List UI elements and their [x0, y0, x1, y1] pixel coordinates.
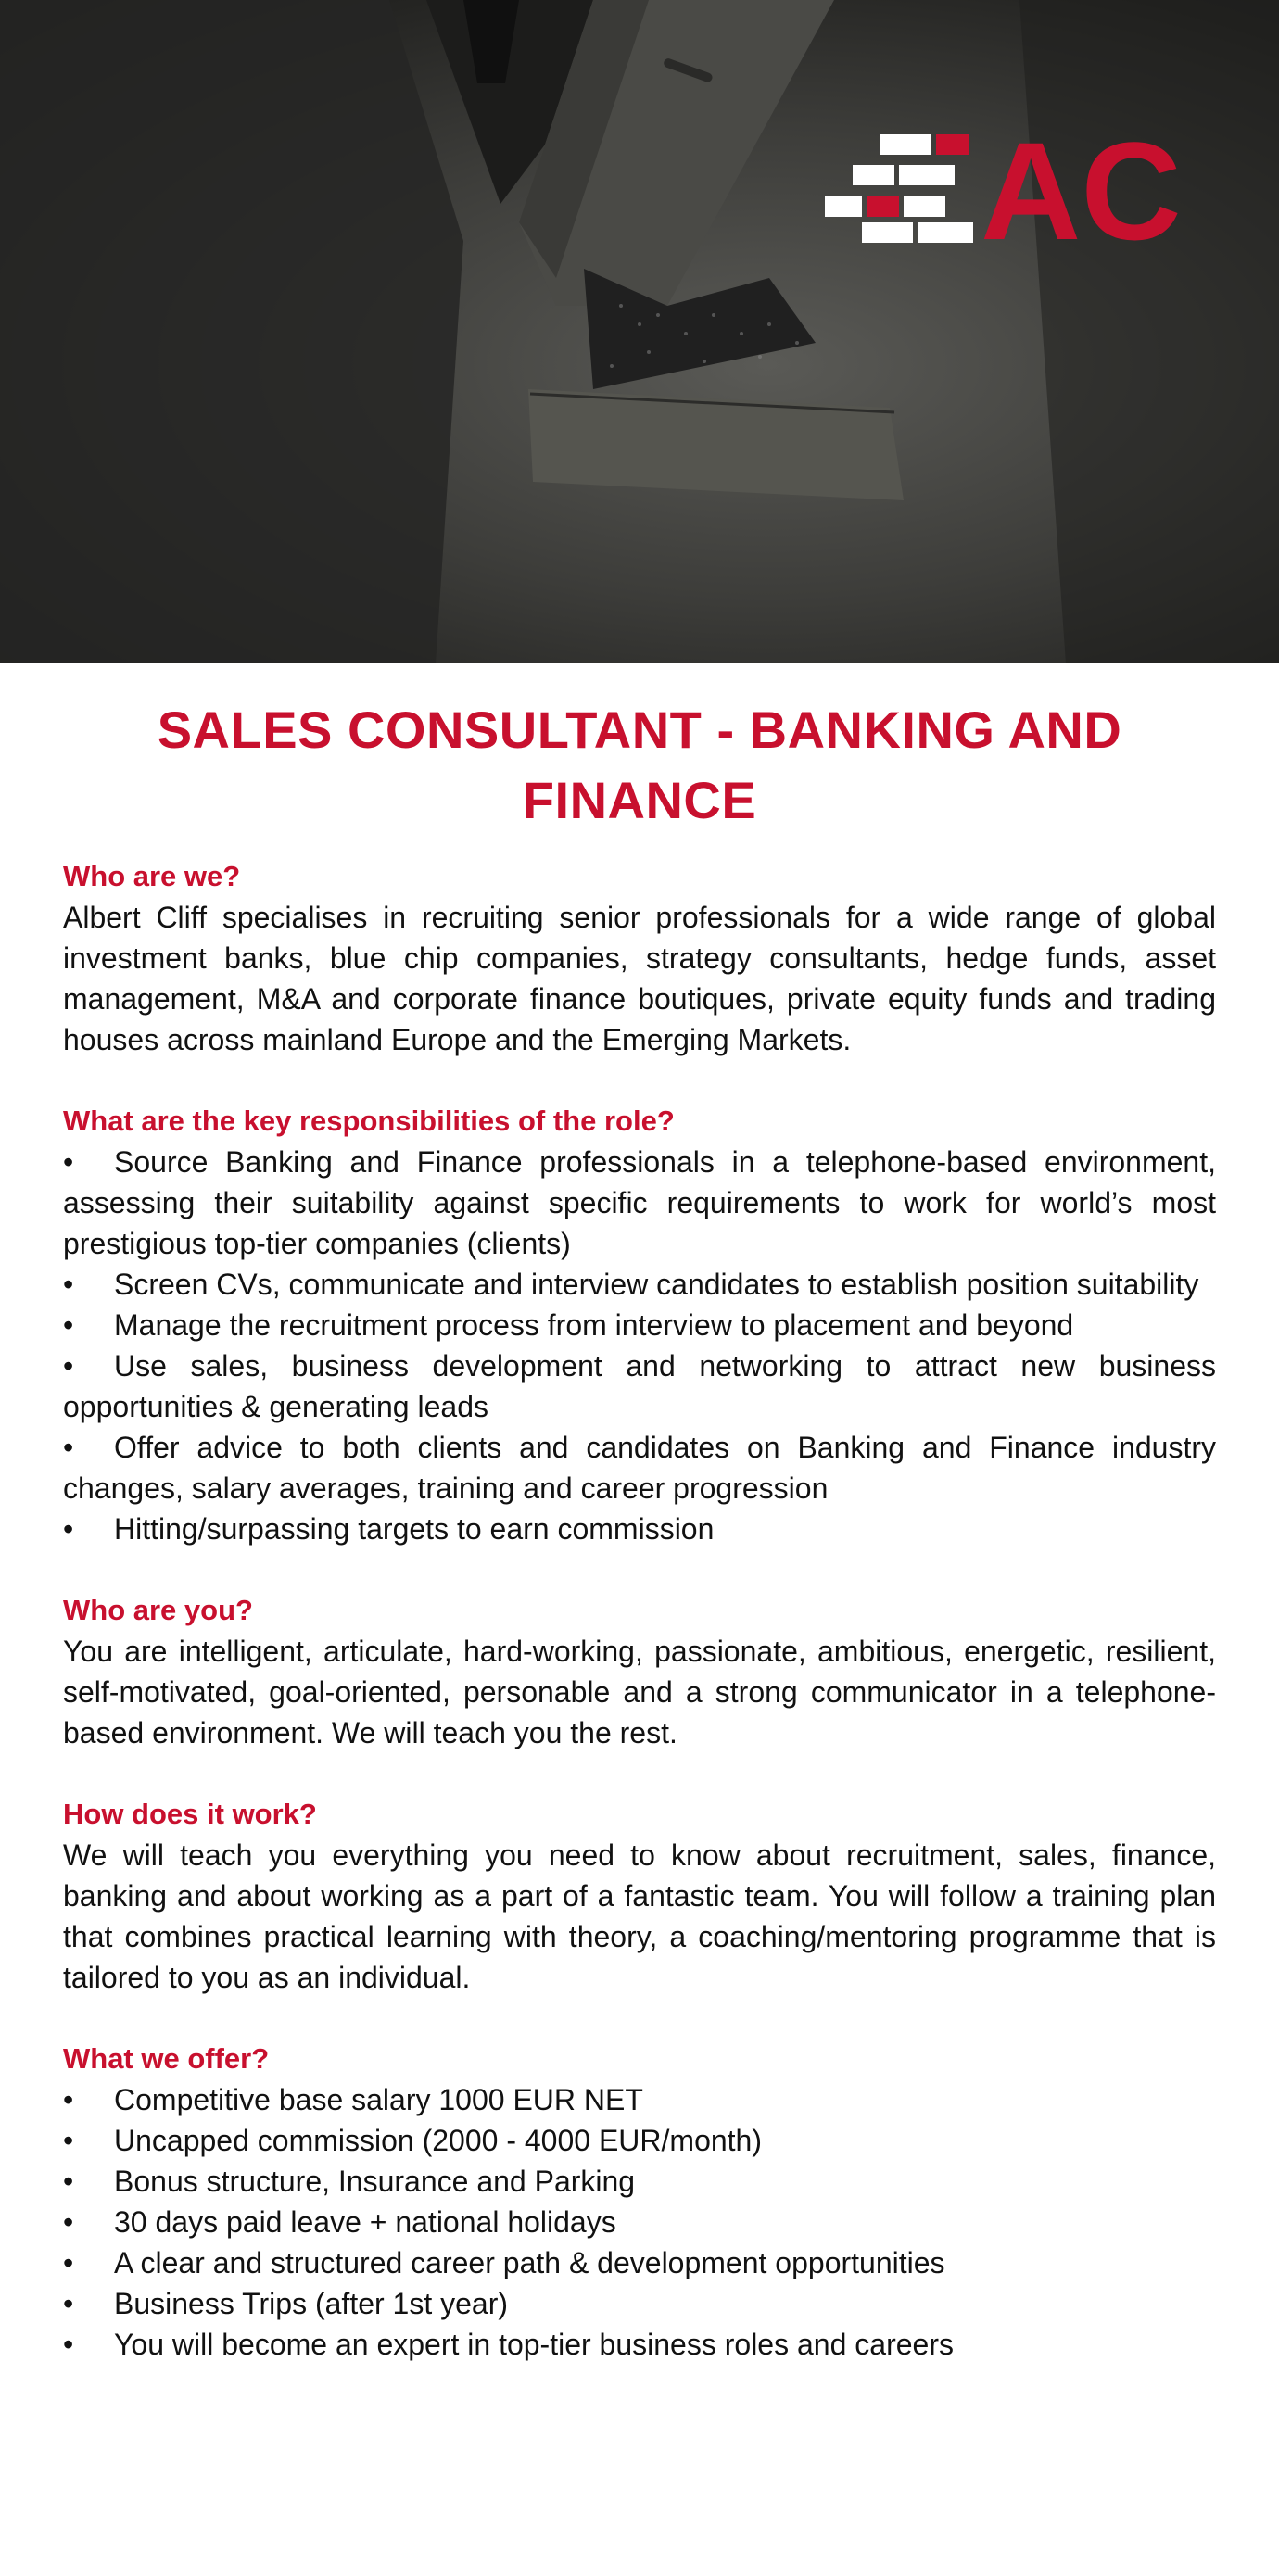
section-who-are-you [63, 1590, 1216, 1753]
list-item: • Use sales, business development and networking to attract new business opportunities & generating leads [63, 1349, 1216, 1423]
list-item: • Uncapped commission (2000 - 4000 EUR/month) [63, 2124, 762, 2157]
list-item: • 30 days paid leave + national holidays [63, 2205, 616, 2239]
job-title: SALES CONSULTANT - BANKING AND FINANCE [157, 701, 1122, 829]
ac-logo [825, 130, 1223, 246]
offer-list [63, 2079, 1216, 2365]
section-heading: What we offer? [63, 2042, 270, 2075]
logo-text: AC [981, 130, 1182, 246]
list-item: • Manage the recruitment process from interview to placement and beyond [63, 1308, 1074, 1342]
responsibilities-list [63, 1142, 1216, 1549]
list-item: • Bonus structure, Insurance and Parking [63, 2165, 636, 2198]
section-heading: Who are we? [63, 860, 241, 892]
section-how-it-works [63, 1794, 1216, 1998]
section-who-are-we [63, 856, 1216, 1060]
list-item: • Business Trips (after 1st year) [63, 2287, 509, 2320]
section-body: We will teach you everything you need to know about recruitment, sales, finance, banking and about working as a part of a fantastic team. You will follow a training plan that combines practical learning with theory, a coaching/mentoring programme that is tailored to you as an individual. [63, 1838, 1216, 1994]
job-posting [63, 695, 1216, 2406]
section-heading: Who are you? [63, 1594, 253, 1626]
section-heading: What are the key responsibilities of the role? [63, 1105, 675, 1137]
list-item: • Offer advice to both clients and candidates on Banking and Finance industry changes, salary averages, training and career progression [63, 1431, 1216, 1505]
section-responsibilities [63, 1101, 1216, 1549]
hero-image [0, 0, 1279, 663]
section-body: You are intelligent, articulate, hard-working, passionate, ambitious, energetic, resilient, self-motivated, goal-oriented, personable and a strong communicator in a telephone-based environment. We will teach you the rest. [63, 1635, 1216, 1749]
list-item: • Screen CVs, communicate and interview candidates to establish position suitability [63, 1268, 1199, 1301]
section-heading: How does it work? [63, 1798, 317, 1830]
list-item: • Competitive base salary 1000 EUR NET [63, 2083, 643, 2116]
section-body: Albert Cliff specialises in recruiting senior professionals for a wide range of global investment banks, blue chip companies, strategy consultants, hedge funds, asset management, M&A and corporate finance boutiques, private equity funds and trading houses across mainland Europe and the Emerging Markets. [63, 901, 1216, 1056]
suit-illustration [0, 0, 1279, 663]
list-item: • Source Banking and Finance professionals in a telephone-based environment, assessing their suitability against specific requirements to work for world’s most prestigious top-tier companies (clients) [63, 1145, 1216, 1260]
list-item: • You will become an expert in top-tier business roles and careers [63, 2328, 954, 2361]
list-item: • A clear and structured career path & development opportunities [63, 2246, 945, 2279]
list-item: • Hitting/surpassing targets to earn commission [63, 1512, 715, 1546]
section-offer [63, 2039, 1216, 2365]
